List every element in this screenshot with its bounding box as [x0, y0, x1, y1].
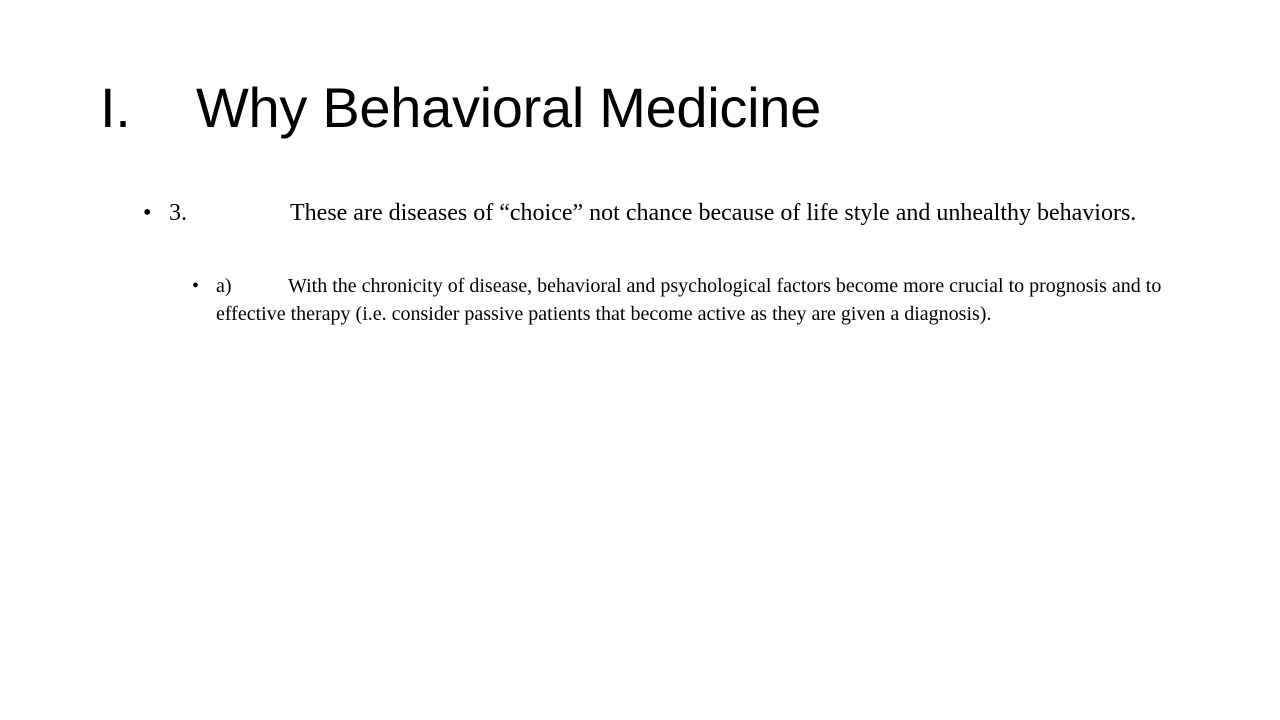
sub-bullet-a [192, 272, 1172, 328]
title-text: Why Behavioral Medicine [196, 75, 821, 139]
bullet-point-3 [143, 197, 1150, 229]
title-number: I. [100, 75, 131, 139]
sub-bullet-body: With the chronicity of disease, behavioral and psychological factors become more crucial to prognosis and to effective therapy (i.e. consider passive patients that become active as they are given a diagnosis). [216, 275, 1162, 325]
bullet-body: These are diseases of “choice” not chance because of life style and unhealthy behaviors. [290, 200, 1137, 226]
bullet-text [169, 197, 1150, 229]
bullet-number: 3. [169, 200, 187, 226]
slide-title [100, 72, 821, 142]
sub-bullet-dot-icon: • [192, 275, 200, 297]
bullet-dot-icon: • [143, 200, 152, 226]
sub-bullet-text [216, 272, 1172, 328]
sub-bullet-number: a) [216, 275, 232, 297]
